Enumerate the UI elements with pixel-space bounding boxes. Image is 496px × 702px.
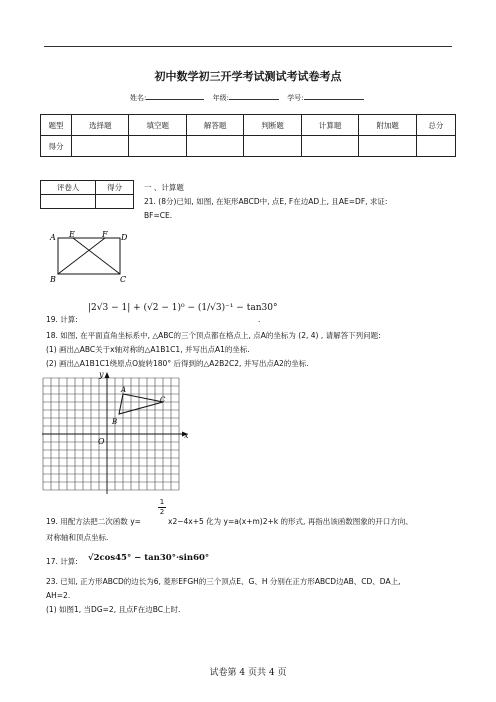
q19b-line1-post: x2−4x+5 化为 y=a(x+m)2+k 的形式, 再指出该函数图象的开口方向、 bbox=[168, 517, 413, 526]
coordinate-grid-figure bbox=[40, 368, 190, 496]
q18-line2: (1) 画出△ABC关于x轴对称的△A1B1C1, 并写出点A1的坐标. bbox=[46, 345, 250, 354]
q23-line2: AH=2. bbox=[46, 591, 71, 600]
score-header-cell: 解答题 bbox=[186, 115, 243, 136]
q23-line3: (1) 如图1, 当DG=2, 且点F在边BC上时. bbox=[46, 605, 181, 614]
q19b-line2: 对称轴和顶点坐标. bbox=[46, 533, 109, 542]
label-F: F bbox=[102, 230, 108, 239]
fraction-numerator: 1 bbox=[159, 498, 165, 506]
name-field[interactable] bbox=[146, 91, 204, 100]
label-D: D bbox=[121, 233, 128, 242]
axis-label-x: x bbox=[184, 431, 189, 440]
q18-line3: (2) 画出△A1B1C1绕原点O旋转180° 后得到的△A2B2C2, 并写出点A2的坐标. bbox=[46, 359, 309, 368]
q19a-expression: |2√3 − 1| + (√2 − 1)⁰ − (1/√3)⁻¹ − tan30° bbox=[88, 303, 278, 313]
q19b-line1-pre: 19. 用配方法把二次函数 y= bbox=[46, 517, 141, 526]
vertex-label-B: B bbox=[112, 418, 118, 426]
score-header-cell: 计算题 bbox=[301, 115, 358, 136]
q19a-label: 19. 计算: bbox=[46, 315, 78, 324]
name-label: 姓名: bbox=[130, 94, 147, 102]
q18-line1: 18. 如图, 在平面直角坐标系中, △ABC的三个顶点都在格点上, 点A的坐标为 (2, 4) , 请解答下列问题: bbox=[46, 331, 381, 340]
grader-score-label: 得分 bbox=[96, 181, 134, 195]
score-header-cell: 选择题 bbox=[72, 115, 129, 136]
score-header-cell: 判断题 bbox=[244, 115, 301, 136]
top-rule bbox=[44, 46, 452, 47]
q23-line1: 23. 已知, 正方形ABCD的边长为6, 菱形EFGH的三个顶点E、G、H 分别在正方形ABCD边AB、CD、DA上, bbox=[46, 577, 401, 586]
q21-line2: BF=CE. bbox=[144, 211, 173, 220]
score-cell[interactable] bbox=[186, 136, 243, 157]
score-header-cell: 填空题 bbox=[129, 115, 186, 136]
student-info-line bbox=[130, 91, 370, 103]
score-cell[interactable] bbox=[129, 136, 186, 157]
grade-field[interactable] bbox=[229, 91, 279, 100]
origin-label: O bbox=[98, 437, 105, 446]
q21-line1: 21. (8分)已知, 如图, 在矩形ABCD中, 点E, F在边AD上, 且AE=DF, 求证: bbox=[144, 197, 388, 206]
score-cell[interactable] bbox=[301, 136, 358, 157]
score-cell[interactable] bbox=[359, 136, 416, 157]
score-cell[interactable] bbox=[416, 136, 455, 157]
score-header-cell: 附加题 bbox=[359, 115, 416, 136]
score-cell[interactable] bbox=[244, 136, 301, 157]
q17-label: 17. 计算: bbox=[46, 557, 78, 566]
q19a-end: . bbox=[258, 315, 261, 324]
label-A: A bbox=[50, 233, 56, 242]
id-label: 学号: bbox=[287, 94, 304, 102]
grader-table bbox=[40, 180, 134, 209]
grader-cell[interactable] bbox=[41, 195, 96, 209]
q17-expression: √2cos45° − tan30°·sin60° bbox=[88, 553, 210, 563]
label-B: B bbox=[50, 275, 56, 284]
vertex-label-C: C bbox=[160, 396, 166, 404]
grade-label: 年级: bbox=[212, 94, 229, 102]
vertex-label-A: A bbox=[121, 386, 127, 394]
section-title: 一 、计算题 bbox=[144, 183, 184, 192]
page-footer: 试卷第 4 页共 4 页 bbox=[209, 668, 287, 678]
exam-title: 初中数学初三开学考试测试考试卷考点 bbox=[154, 70, 342, 83]
label-C: C bbox=[120, 275, 127, 284]
id-field[interactable] bbox=[304, 91, 364, 100]
label-E: E bbox=[69, 230, 75, 239]
score-header-cell: 题型 bbox=[41, 115, 72, 136]
score-cell[interactable] bbox=[72, 136, 129, 157]
score-header-cell: 总分 bbox=[416, 115, 455, 136]
axis-label-y: y bbox=[99, 370, 104, 379]
score-row-label: 得分 bbox=[41, 136, 72, 157]
rectangle-figure bbox=[46, 228, 136, 288]
grader-label: 评卷人 bbox=[41, 181, 96, 195]
fraction-half bbox=[158, 498, 166, 516]
score-table bbox=[40, 114, 456, 157]
fraction-denominator: 2 bbox=[159, 508, 165, 516]
grader-score-cell[interactable] bbox=[96, 195, 134, 209]
